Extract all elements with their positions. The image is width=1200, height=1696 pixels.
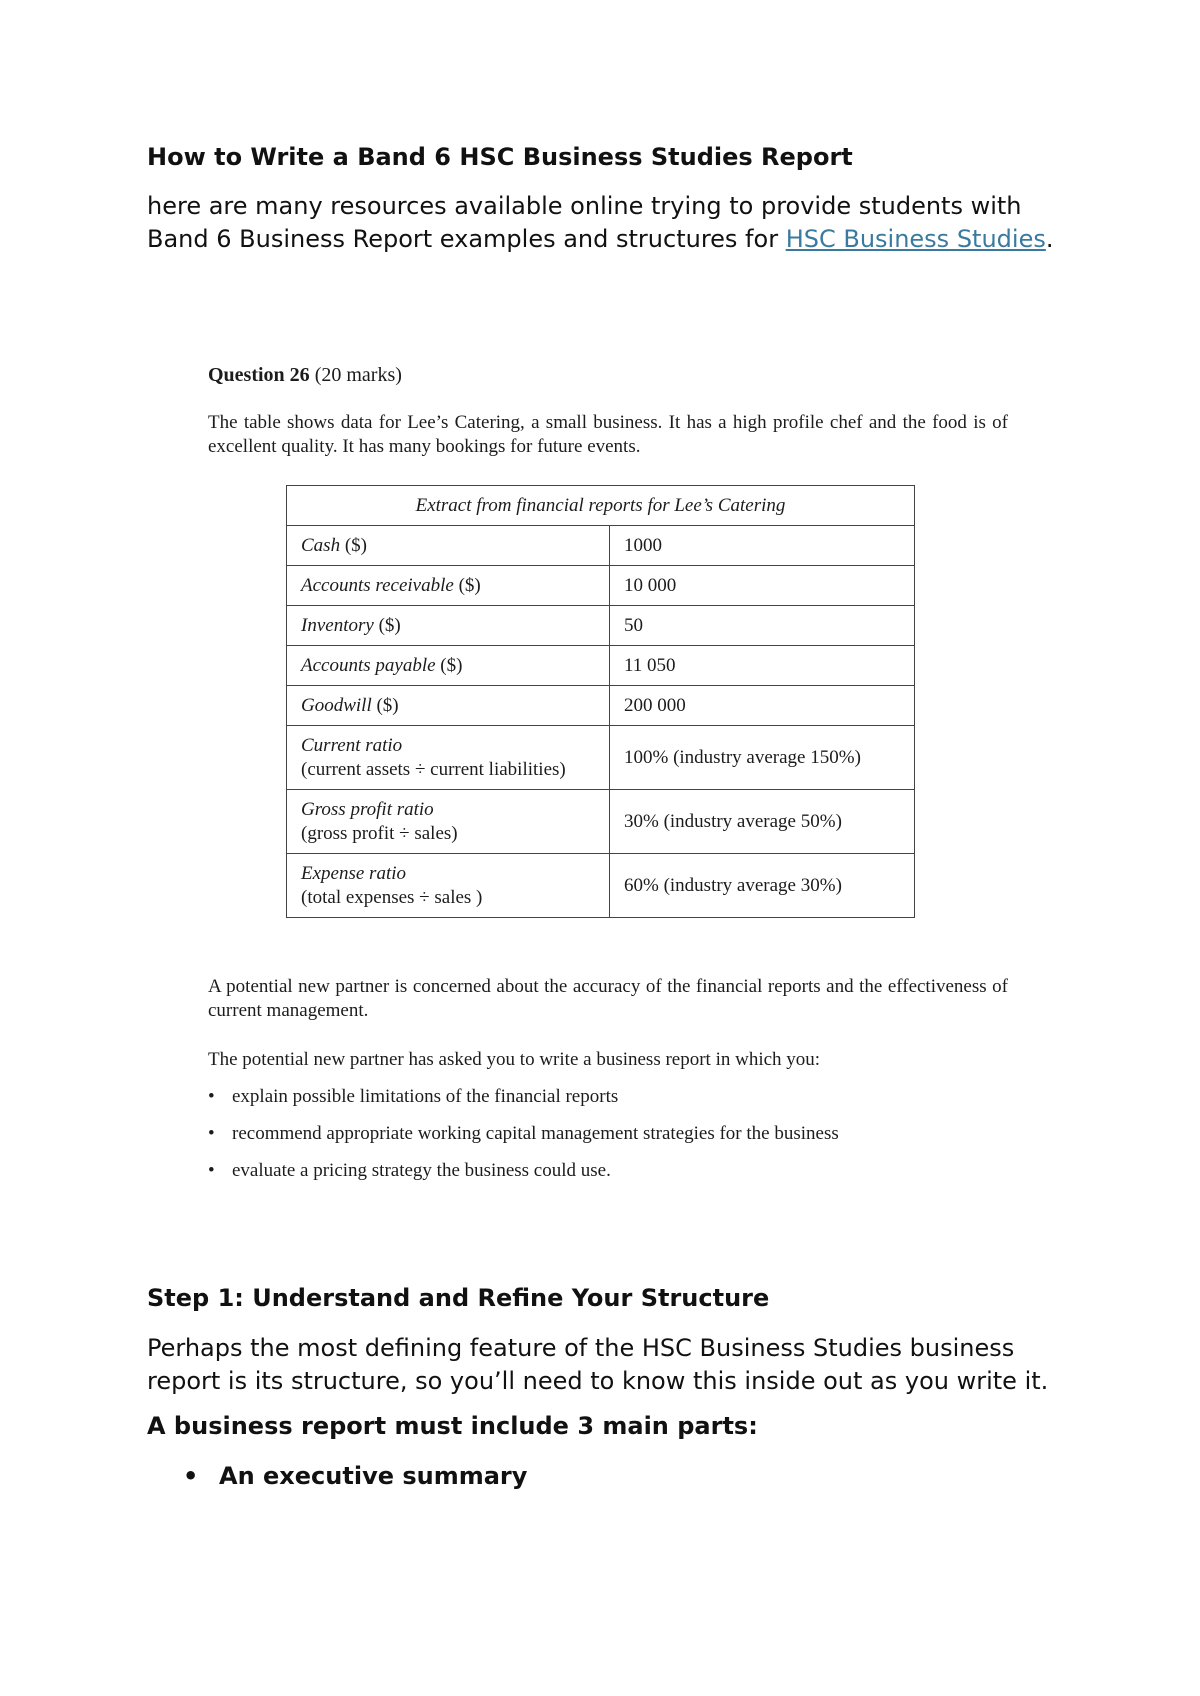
list-item: • explain possible limitations of the financial reports	[208, 1086, 619, 1107]
question-label: Question 26	[208, 364, 310, 386]
list-item: • An executive summary	[183, 1462, 528, 1490]
table-cell-value: 10 000	[610, 566, 915, 606]
table-cell-label: Goodwill ($)	[287, 686, 610, 726]
article-title: How to Write a Band 6 HSC Business Studies Report	[147, 143, 853, 171]
intro-end: .	[1045, 225, 1054, 253]
intro-text: here are many resources available online trying to provide students with Band 6 Business Report examples and structures for	[147, 192, 1022, 253]
parts-list	[147, 1460, 527, 1493]
step1-heading: Step 1: Understand and Refine Your Structure	[147, 1284, 770, 1312]
table-row	[287, 606, 915, 646]
table-row	[287, 646, 915, 686]
question-marks: (20 marks)	[314, 364, 402, 386]
parts-heading: A business report must include 3 main parts:	[147, 1412, 758, 1440]
table-row	[287, 526, 915, 566]
step1-body: Perhaps the most defining feature of the HSC Business Studies business report is its structure, so you’ll need to know this inside out as you write it.	[147, 1334, 1049, 1395]
table-cell-label: Cash ($)	[287, 526, 610, 566]
table-cell-label: Accounts receivable ($)	[287, 566, 610, 606]
table-cell-value: 100% (industry average 150%)	[610, 726, 915, 790]
partner-concern: A potential new partner is concerned about the accuracy of the financial reports and the effectiveness of current management.	[208, 976, 1008, 1021]
table-row	[287, 686, 915, 726]
intro-paragraph	[147, 190, 1067, 256]
table-caption: Extract from financial reports for Lee’s Catering	[287, 486, 915, 526]
table-cell-value: 1000	[610, 526, 915, 566]
table-cell-value: 11 050	[610, 646, 915, 686]
table-cell-label: Current ratio (current assets ÷ current liabilities)	[287, 726, 610, 790]
table-cell-value: 60% (industry average 30%)	[610, 854, 915, 918]
table-cell-label: Inventory ($)	[287, 606, 610, 646]
table-cell-value: 30% (industry average 50%)	[610, 790, 915, 854]
list-item: • evaluate a pricing strategy the business could use.	[208, 1160, 611, 1181]
table-row	[287, 566, 915, 606]
table-cell-value: 50	[610, 606, 915, 646]
question-heading	[208, 364, 402, 387]
list-item: • recommend appropriate working capital management strategies for the business	[208, 1123, 839, 1144]
table-cell-label: Accounts payable ($)	[287, 646, 610, 686]
hsc-business-studies-link[interactable]: HSC Business Studies	[785, 225, 1046, 253]
table-cell-label: Expense ratio (total expenses ÷ sales )	[287, 854, 610, 918]
table-cell-value: 200 000	[610, 686, 915, 726]
partner-request: The potential new partner has asked you to write a business report in which you:	[208, 1049, 821, 1070]
financial-table	[286, 485, 915, 918]
task-list	[208, 1085, 839, 1196]
table-row	[287, 790, 915, 854]
question-description: The table shows data for Lee’s Catering, a small business. It has a high profile chef and the food is of excellent quality. It has many bookings for future events.	[208, 412, 1008, 457]
table-row	[287, 726, 915, 790]
table-cell-label: Gross profit ratio (gross profit ÷ sales)	[287, 790, 610, 854]
table-row	[287, 854, 915, 918]
